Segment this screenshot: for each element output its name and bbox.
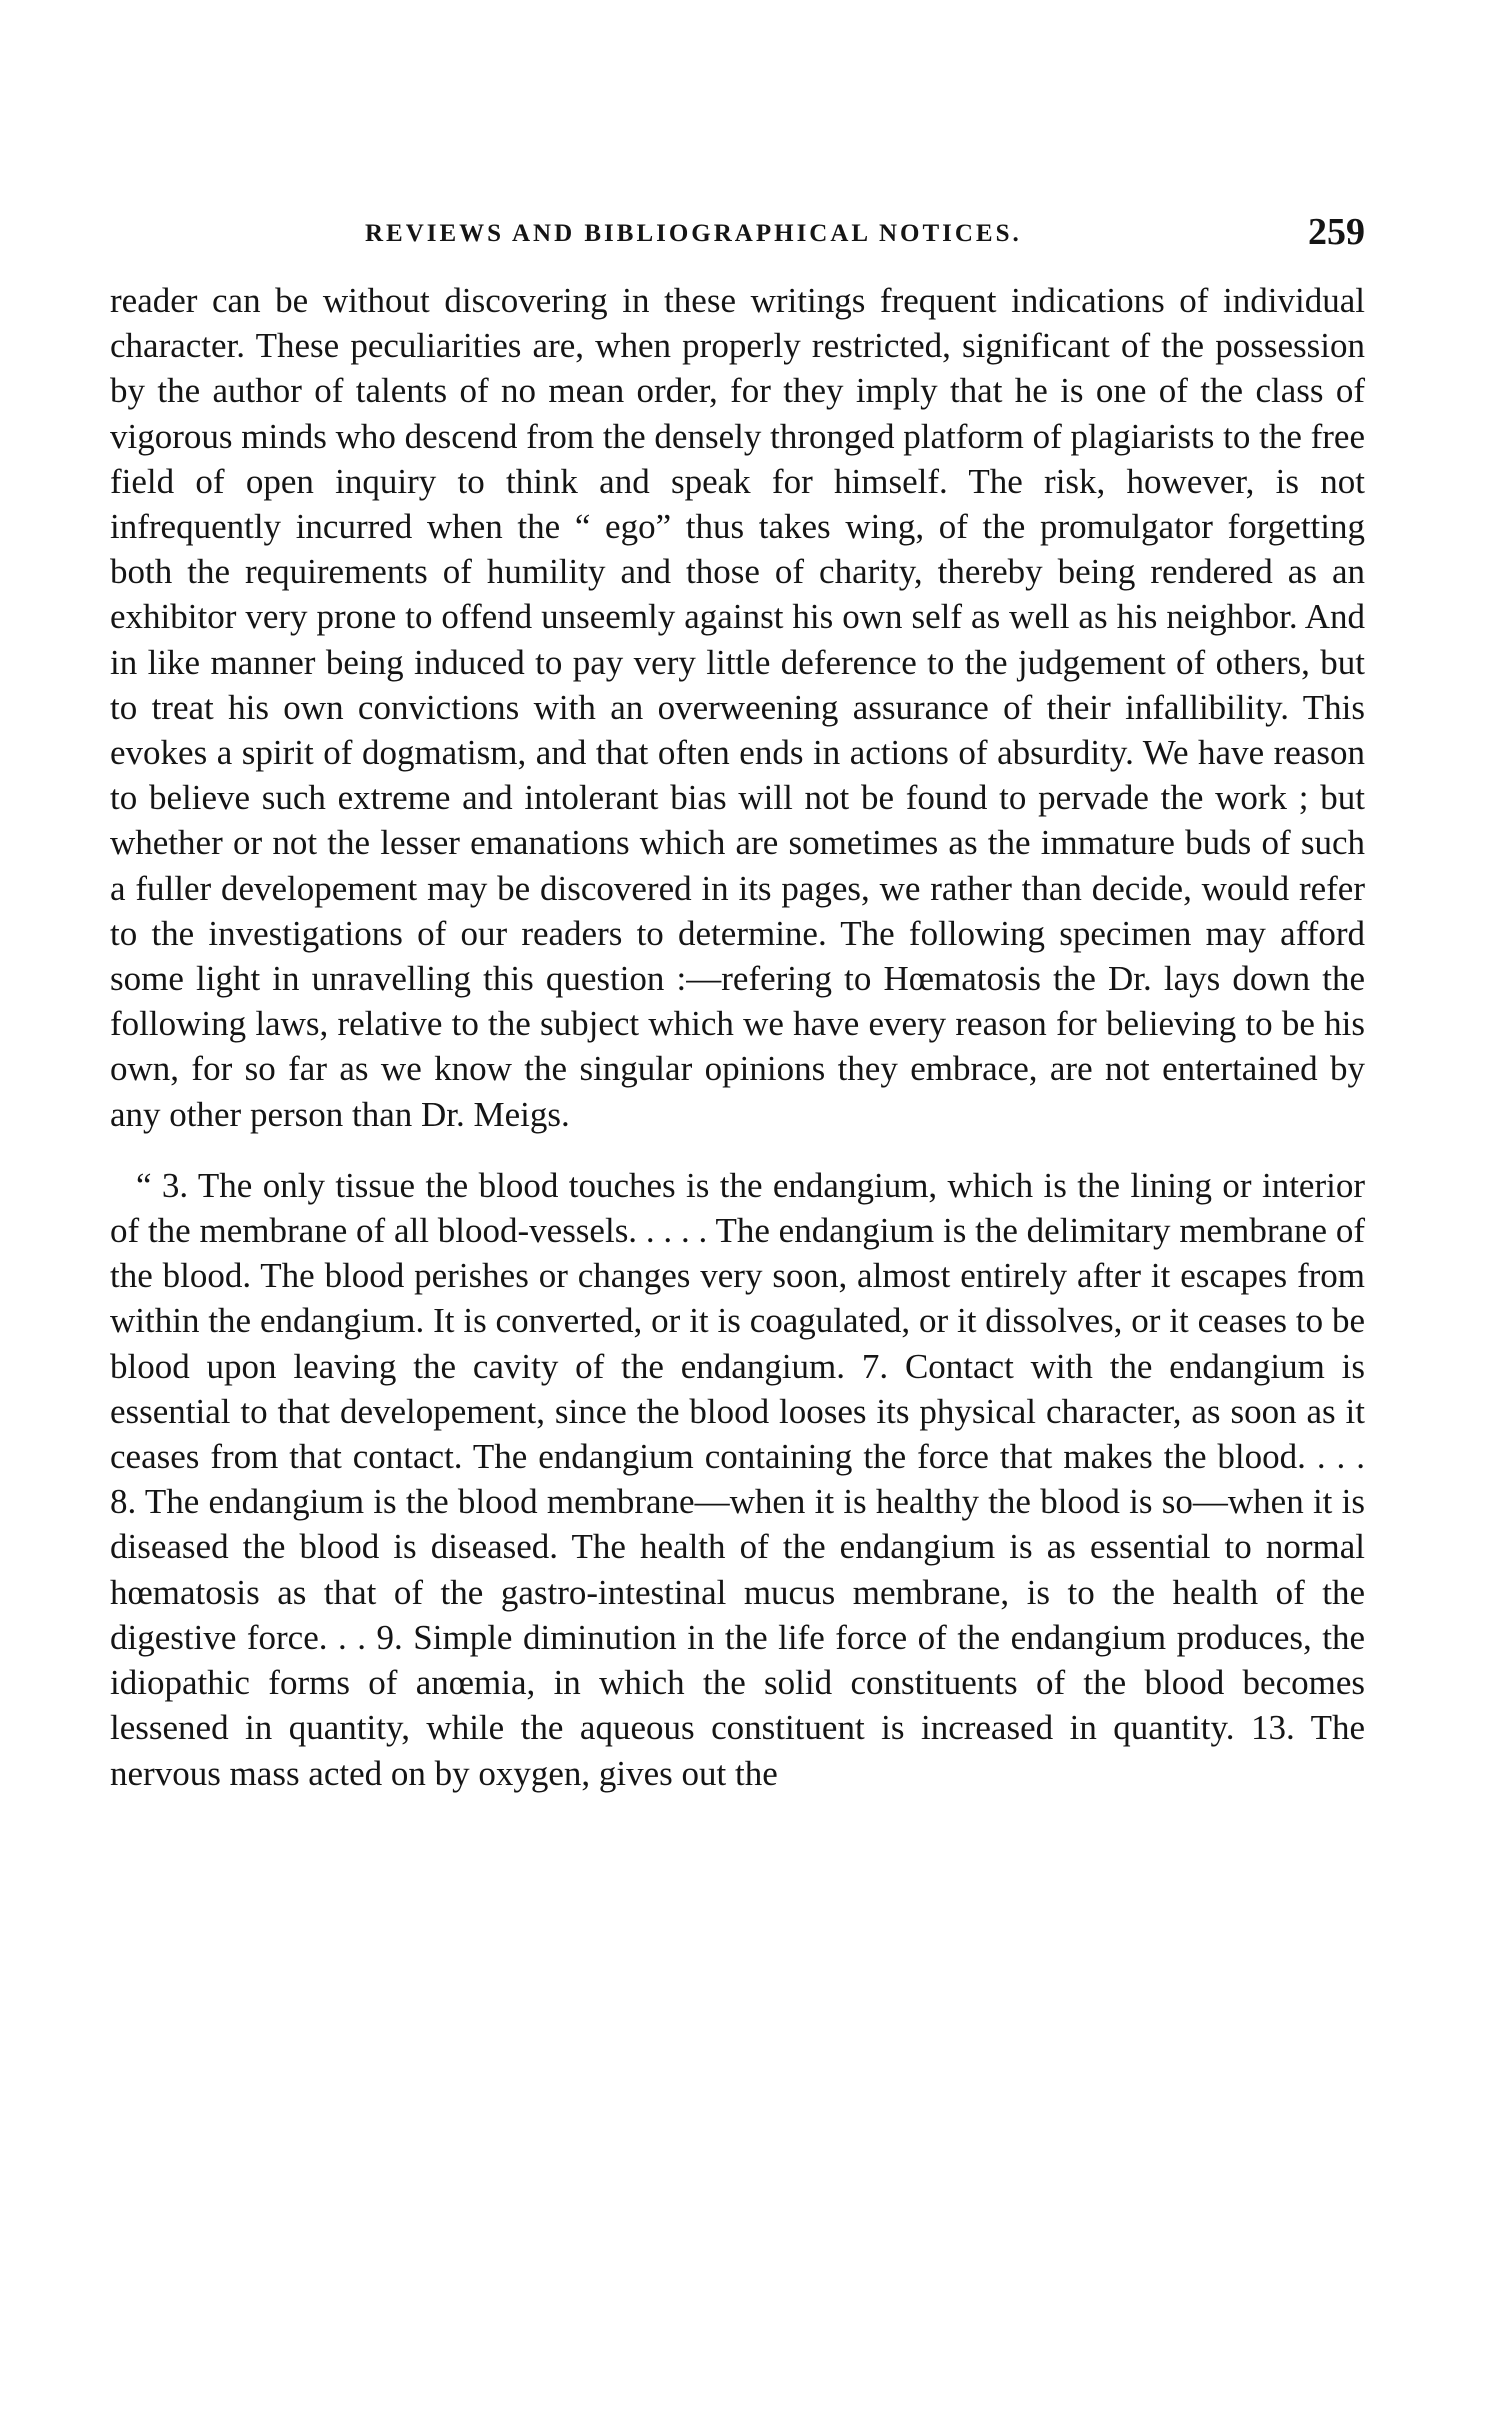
quoted-laws-paragraph: “ 3. The only tissue the blood touches is the endangium, which is the lining or interior of the membrane of all blood-vessels. . . . . The endangium is the delimitary membrane of the blood. The blood perishes or changes very soon, almost entirely after it escapes from within the endangium. It is converted, or it is coagulated, or it dissolves, or it ceases to be blood upon leaving the cavity of the endangium. 7. Contact with the endangium is essential to that developement, since the blood looses its physical character, as soon as it ceases from that contact. The endangium containing the force that makes the blood. . . . 8. The endangium is the blood membrane—when it is healthy the blood is so—when it is diseased the blood is diseased. The health of the endangium is as essential to normal hœmatosis as that of the gastro-intestinal mucus membrane, is to the health of the digestive force. . . 9. Simple diminution in the life force of the endangium produces, the idiopathic forms of anœmia, in which the solid constituents of the blood becomes lessened in quantity, while the aqueous constituent is increased in quantity. 13. The nervous mass acted on by oxygen, gives out the xyxy=(110,1165,1365,1793)
running-header xyxy=(110,210,1365,260)
paragraph-continued: reader can be without discovering in these writings frequent indications of individual character. These peculiarities are, when properly restricted, significant of the possession by the author of talents of no mean order, for they imply that he is one of the class of vigorous minds who descend from the densely thronged platform of plagiarists to the free field of open inquiry to think and speak for himself. The risk, however, is not infrequently incurred when the “ ego” thus takes wing, of the promulgator forgetting both the requirements of humility and those of charity, thereby being rendered as an exhibitor very prone to offend unseemly against his own self as well as his neighbor. And in like manner being induced to pay very little deference to the judgement of others, but to treat his own convictions with an overweening assurance of their infallibility. This evokes a spirit of dogmatism, and that often ends in actions of absurdity. We have reason to believe such extreme and intolerant bias will not be found to pervade the work ; but whether or not the lesser emanations which are sometimes as the immature buds of such a fuller developement may be discovered in its pages, we rather than decide, would refer to the investigations of our readers to determine. The following specimen may afford some light in unravelling this question :—refering to Hœmatosis the Dr. lays down the following laws, relative to the subject which we have every reason for believing to be his own, for so far as we know the singular opinions they embrace, are not entertained by any other person than Dr. Meigs. xyxy=(110,281,1365,1134)
running-title: REVIEWS AND BIBLIOGRAPHICAL NOTICES. xyxy=(365,220,1022,247)
page-number: 259 xyxy=(1308,211,1365,253)
body-text xyxy=(110,278,1365,1796)
